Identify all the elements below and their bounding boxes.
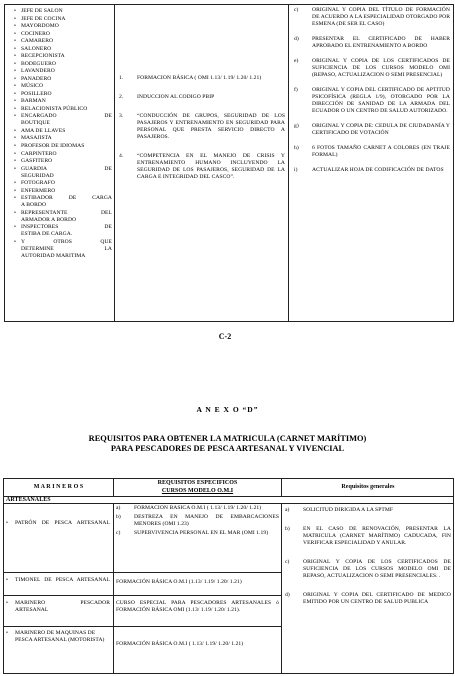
role-label (21, 106, 112, 113)
role-item (9, 106, 112, 113)
general-requirement-item (294, 145, 450, 159)
bullet: • (13, 135, 16, 142)
bullet: • (6, 600, 9, 606)
top-requirements-table (4, 4, 454, 322)
item-letter: a) (285, 507, 290, 513)
specific-requirement-item (116, 530, 279, 537)
item-text: ACTUALIZAR HOJA DE CODIFICACIÓN DE DATOS (312, 166, 444, 173)
header-general-requirements: Requisitos generales (341, 484, 395, 490)
item-text: ORIGINAL Y COPIA DE LOS CERTIFICADOS DE SUFICIENCIA DE LOS CURSOS MODELO OMI DE REPASO, ACTUALIZACION O SEMI PRESENCIALES. . (303, 558, 451, 579)
role-label (21, 16, 112, 23)
item-text: “COMPETENCIA EN EL MANEJO DE CRISIS Y ENTRENAMIENTO HUMANO INCLUYENDO LA SEGURIDAD DE LOS PASAJEROS, SEGURIDAD DE LA CARGA E INTEGRIDAD DEL CASCO”. (137, 152, 285, 180)
role-label (21, 38, 112, 45)
role-item (9, 210, 112, 224)
role-line: REPRESENTANTE DEL (21, 209, 112, 216)
bullet: • (13, 68, 16, 75)
role-item (9, 38, 112, 45)
main-title-line-2: PARA PESCADORES DE PESCA ARTESANAL Y VIVENCIAL (110, 444, 345, 454)
item-text: INDUCCION AL CODIGO PBIP (137, 93, 215, 100)
role-line: RECEPCIONISTA (21, 53, 65, 60)
item-text: “CONDUCCIÓN DE GRUPOS, SEGURIDAD DE LOS PASAJEROS Y ENTRENAMIENTO EN SEGURIDAD PARA PERSONAL QUE PRESTA SERVICIO DIRECTO A PASAJEROS. (137, 112, 285, 140)
role-label: TIMONEL DE PESCA ARTESANAL (15, 577, 110, 583)
bullet: • (13, 180, 16, 187)
bullet: • (13, 158, 16, 165)
item-text: FORMACION BÁSICA ( OMI 1.13/ 1.19/ 1.20/ 1.21) (137, 75, 262, 81)
item-letter: d) (294, 35, 299, 42)
item-number: 2. (119, 93, 124, 100)
bullet: • (13, 60, 16, 67)
bullet: • (13, 53, 16, 60)
role-label (21, 76, 112, 83)
item-letter: b) (285, 525, 290, 532)
general-requirement-item (285, 507, 451, 514)
bullet: • (6, 520, 9, 526)
item-number: 4. (119, 152, 124, 159)
item-letter: f) (294, 86, 298, 93)
row-role-timonel (6, 577, 110, 584)
bullet: • (13, 90, 16, 97)
role-line: POSILLERO (21, 90, 52, 97)
row-role-marinero-maquinas (6, 630, 110, 644)
role-line: MÚSICO (21, 83, 44, 90)
bullet: • (13, 143, 16, 150)
role-line: JEFE DE COCINA (21, 15, 66, 22)
role-item (9, 158, 112, 165)
role-item (9, 46, 112, 53)
header-specific-requirements (114, 480, 281, 495)
item-number: 3. (119, 112, 124, 119)
role-label (21, 128, 112, 135)
bullet: • (13, 8, 16, 14)
item-text: ORIGINAL Y COPIA DEL CERTIFICADO DE APTITUD PSICOFÍSICA (REGLA 1/9), OTORGADO POR LA DIRECCIÓN DE SANIDAD DE LA ARMADA DEL ECUADOR O UN CENTRO DE SALUD AUTORIZADO. (312, 86, 450, 114)
bottom-general-list (285, 507, 451, 606)
role-line: CARPINTERO (21, 150, 57, 157)
role-item (9, 151, 112, 158)
role-item (9, 8, 112, 15)
role-item (9, 61, 112, 68)
role-line: GASFITERO (21, 158, 53, 165)
header-mariners: M A R I N E R O S (33, 484, 84, 490)
specific-requirement-item (119, 113, 285, 141)
role-label (21, 83, 112, 90)
role-item (9, 113, 112, 127)
specific-requirement-item (119, 153, 285, 181)
role-line: FOTOGRAFO (21, 180, 55, 187)
item-text: PRESENTAR EL CERTIFICADO DE HABER APROBADO EL ENTRENAMIENTO A BORDO (312, 35, 450, 49)
row2-specific: FORMACIÓN BÁSICA O.M.I (1.13/ 1.19/ 1.20/ 1.21) (116, 579, 242, 585)
role-item (9, 143, 112, 150)
bullet: • (13, 224, 16, 231)
general-requirement-item (294, 87, 450, 115)
row-role-marinero-pescador (6, 600, 110, 614)
main-title (20, 434, 435, 454)
role-item (9, 16, 112, 23)
item-letter: a) (116, 505, 121, 511)
bullet: • (13, 38, 16, 45)
role-line: JEFE DE SALON (21, 8, 63, 14)
role-line: A BORDO (21, 202, 47, 209)
role-item (9, 31, 112, 38)
bullet: • (13, 75, 16, 82)
item-text: ORIGINAL Y COPIA DEL CERTIFICADO DE MEDICO EMITIDO POR UN CENTRO DE SALUD PUBLICA (303, 591, 451, 605)
role-line: DETERMINE LA (21, 245, 112, 252)
role-label (21, 61, 112, 68)
role-line: SALONERO (21, 45, 52, 52)
role-label (21, 23, 112, 30)
role-label: MARINERO PESCADOR ARTESANAL (15, 600, 110, 613)
general-requirements-list (294, 7, 450, 174)
role-label (21, 224, 112, 238)
role-label (21, 180, 112, 187)
role-label (21, 188, 112, 195)
general-requirement-item (285, 559, 451, 580)
item-letter: c) (116, 529, 121, 536)
role-label: MARINERO DE MAQUINAS DE PESCA ARTESANAL (MOTORISTA) (15, 630, 105, 643)
role-label (21, 53, 112, 60)
role-line: ESTIBA DE CARGA. (21, 231, 73, 238)
role-label (21, 98, 112, 105)
item-text: FORMACION BASICA O.M.I ( 1.13/ 1.19/ 1.20/ 1.21) (134, 505, 262, 511)
role-line: COCINERO (21, 30, 50, 37)
role-label (21, 195, 112, 209)
role-item (9, 23, 112, 30)
bullet: • (13, 238, 16, 245)
role-label (21, 46, 112, 53)
item-text: SUPERVIVENCIA PERSONAL EN EL MAR (OMI 1.19) (134, 529, 269, 536)
item-letter: g) (294, 122, 299, 129)
general-requirement-item (294, 123, 450, 137)
role-label (21, 158, 112, 165)
role-line: CAMARERO (21, 38, 54, 45)
general-requirement-item (294, 167, 450, 174)
role-item (9, 224, 112, 238)
role-item (9, 53, 112, 60)
role-label (21, 151, 112, 158)
role-label (21, 143, 112, 150)
item-number: 1. (119, 75, 124, 81)
item-text: SOLICITUD DIRIGIDA A LA SPTMF (303, 507, 394, 513)
specific-requirement-item (116, 514, 279, 528)
role-line: Y OTROS QUE (21, 238, 112, 245)
role-label: PATRÓN DE PESCA ARTESANAL (15, 520, 110, 526)
role-item (9, 68, 112, 75)
role-item (9, 98, 112, 105)
bullet: • (13, 187, 16, 194)
row1-specific (116, 505, 279, 539)
fishermen-requirements-table (3, 478, 454, 674)
role-line: MAYORDOMO (21, 23, 59, 30)
item-letter: d) (285, 591, 290, 598)
roles-column (9, 8, 112, 260)
role-label (21, 239, 112, 260)
role-label (21, 135, 112, 142)
bullet: • (13, 195, 16, 202)
role-line: BOUTIQUE (21, 120, 50, 127)
general-requirement-item (294, 58, 450, 79)
specific-requirements-list (119, 75, 285, 181)
role-label (21, 8, 112, 15)
role-item (9, 180, 112, 187)
role-label (21, 113, 112, 127)
row4-specific: FORMACIÓN BÁSICA O.M.I ( 1.13/ 1.19/ 1.20/ 1.21) (116, 641, 244, 647)
item-letter: c) (294, 7, 299, 13)
bullet: • (13, 165, 16, 172)
item-letter: e) (294, 57, 299, 64)
role-label (21, 166, 112, 180)
item-text: DESTREZA EN MANEJO DE EMBARCACIONES MENORES (OMI 1.23) (134, 513, 279, 527)
role-label (21, 68, 112, 75)
bullet: • (6, 630, 9, 636)
general-requirement-item (294, 7, 450, 28)
row3-specific: CURSO ESPECIAL PARA PESCADORES ARTESANALES ó FORMACIÓN BÁSICA OMI (1.13/ 1.19/ 1.20/ 1.21). (116, 600, 279, 613)
item-letter: h) (294, 144, 299, 151)
bullet: • (13, 30, 16, 37)
role-label (21, 31, 112, 38)
role-line: RELACIONISTA PÚBLICO (21, 105, 88, 112)
main-title-line-1: REQUISITOS PARA OBTENER LA MATRICULA (CARNET MARÍTIMO) (88, 434, 367, 443)
specific-requirement-item (116, 505, 279, 512)
bullet: • (13, 83, 16, 90)
roles-list (9, 8, 112, 260)
bullet: • (13, 23, 16, 30)
bullet: • (13, 127, 16, 134)
row-role-patron (6, 520, 110, 527)
role-item (9, 166, 112, 180)
role-line: GUARDIA DE (21, 165, 112, 172)
role-line: PROFESOR DE IDIOMAS (21, 143, 85, 150)
role-line: ESTIBADOR DE CARGA (21, 195, 112, 202)
bullet: • (13, 45, 16, 52)
role-line: INSPECTORES DE (21, 224, 112, 231)
role-item (9, 188, 112, 195)
role-item (9, 91, 112, 98)
role-label (21, 210, 112, 224)
role-line: ENFERMERO (21, 187, 56, 194)
item-letter: i) (294, 166, 298, 173)
item-letter: c) (285, 558, 290, 565)
specific-requirements-column (119, 75, 285, 193)
bullet: • (13, 209, 16, 216)
row1-specific-list (116, 505, 279, 537)
bullet: • (13, 98, 16, 105)
general-requirement-item (285, 526, 451, 547)
role-line: PANADERO (21, 75, 52, 82)
role-line: BODEGUERO (21, 60, 56, 67)
role-item (9, 135, 112, 142)
role-line: AMA DE LLAVES (21, 127, 66, 134)
item-text: EN EL CASO DE RENOVACIÓN, PRESENTAR LA MATRICULA (CARNET MARÍTIMO) CADUCADA, FIN VERIFICAR ESPECIALIDAD Y ANULAR. (303, 525, 451, 546)
role-label (21, 91, 112, 98)
item-text: ORIGINAL Y COPIA DEL TÍTULO DE FORMACIÓN DE ACUERDO A LA ESPECIALIDAD OTORGADO POR ESMENA (DE SER EL CASO) (312, 7, 450, 27)
role-line: SEGURIDAD (21, 172, 54, 179)
bullet: • (13, 150, 16, 157)
bullet: • (13, 105, 16, 112)
item-text: ORIGINAL Y COPIA DE LOS CERTIFICADOS DE SUFICIENCIA DE LOS CURSOS MODELO OMI (REPASO, ACTUALIZACION O SEMI PRESENCIAL) (312, 57, 450, 78)
role-item (9, 128, 112, 135)
bottom-general-column (285, 507, 451, 618)
bullet: • (13, 15, 16, 22)
header-specific-line-2: CURSOS MODELO O.M.I (161, 487, 234, 494)
bullet: • (6, 577, 9, 583)
role-line: BARMAN (21, 98, 46, 105)
role-item (9, 239, 112, 260)
section-artesanales: ARTESANALES (6, 496, 51, 503)
item-text: 6 FOTOS TAMAÑO CARNET A COLORES (EN TRAJE FORMAL) (312, 144, 450, 158)
role-line: ENCARGADO DE (21, 113, 112, 120)
header-specific-line-1: REQUISITOS ESPECIFICOS (157, 480, 238, 486)
bullet: • (13, 113, 16, 120)
page-number: C-2 (218, 332, 232, 341)
role-item (9, 76, 112, 83)
role-line: ARMADOR A BORDO (21, 216, 77, 223)
annex-title: A N E X O “D” (196, 405, 259, 414)
specific-requirement-item (119, 75, 285, 82)
specific-requirement-item (119, 94, 285, 101)
role-item (9, 195, 112, 209)
general-requirements-column (294, 7, 450, 182)
general-requirement-item (294, 36, 450, 50)
item-text: ORIGINAL Y COPIA DE: CEDULA DE CIUDADANÍA Y CERTIFICADO DE VOTACIÓN (312, 122, 450, 136)
role-line: MASAJISTA (21, 135, 52, 142)
role-line: LAVANDERO (21, 68, 55, 75)
general-requirement-item (285, 592, 451, 606)
role-item (9, 83, 112, 90)
role-line: AUTORIDAD MARITIMA (21, 252, 86, 259)
item-letter: b) (116, 513, 121, 520)
